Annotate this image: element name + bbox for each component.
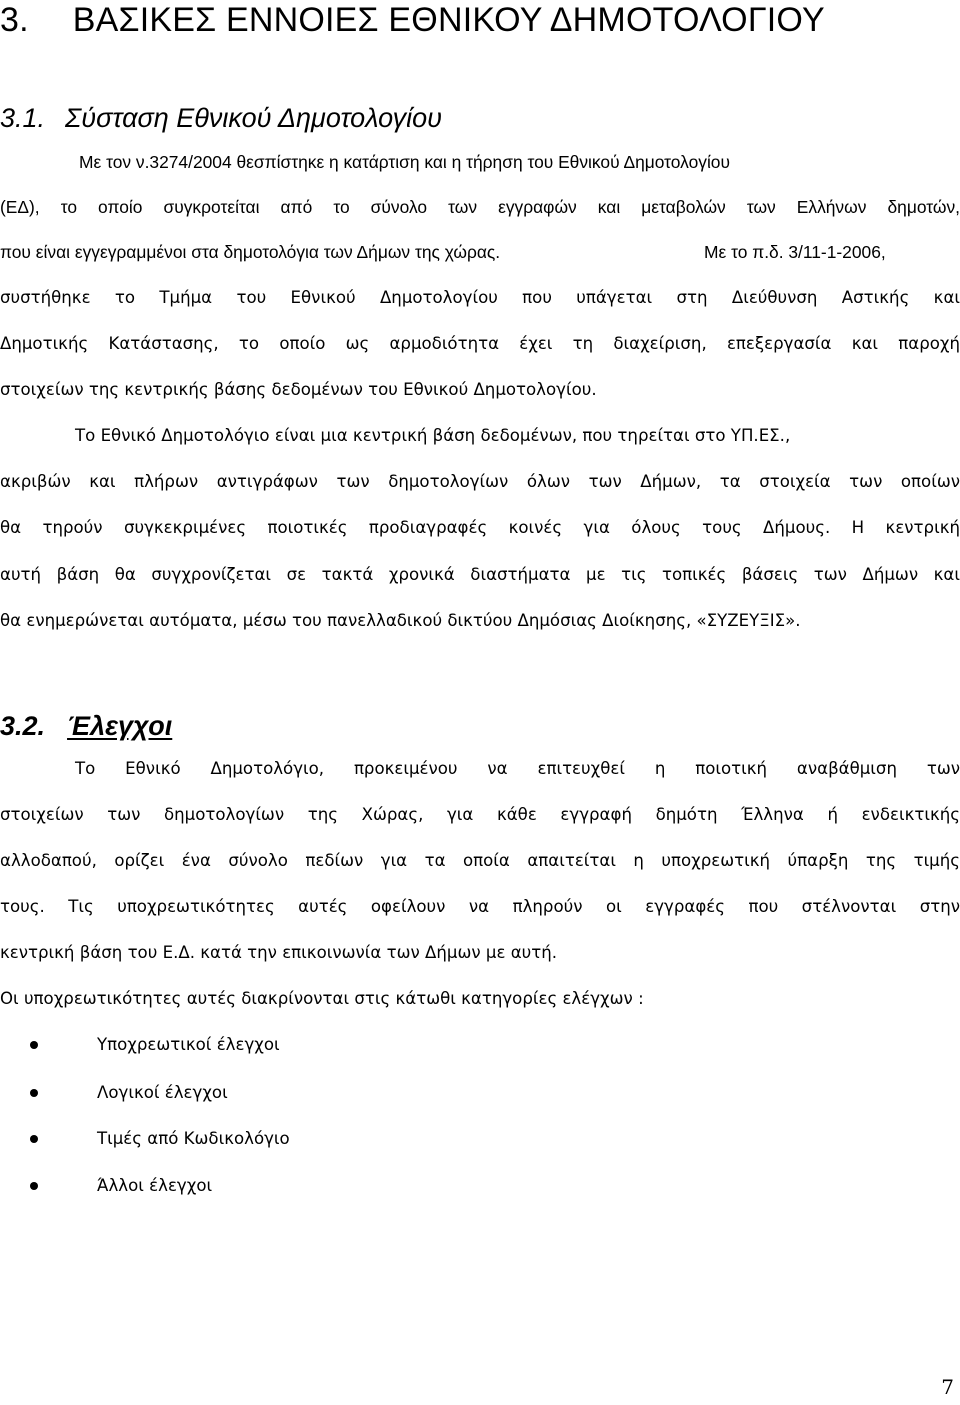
paragraph-line: κεντρική βάση του Ε.Δ. κατά την επικοινωνία των Δήμων με αυτή. [0, 943, 558, 962]
bullet-icon [30, 1089, 38, 1097]
section-3-1-number: 3.1. [0, 103, 46, 133]
section-3-1-title: Σύσταση Εθνικού Δημοτολογίου [65, 103, 442, 133]
chapter-title: ΒΑΣΙΚΕΣ ΕΝΝΟΙΕΣ ΕΘΝΙΚΟΥ ΔΗΜΟΤΟΛΟΓΙΟΥ [72, 1, 825, 39]
paragraph-line: θα τηρούν συγκεκριμένες ποιοτικές προδιαγραφές κοινές για όλους τους Δήμους. Η κεντρική [0, 518, 960, 537]
section-3-1-heading [0, 101, 442, 135]
paragraph-line: (ΕΔ), το οποίο συγκροτείται από το σύνολο των εγγραφών και μεταβολών των Ελλήνων δημοτών, [0, 197, 960, 217]
list-item: Τιμές από Κωδικολόγιο [97, 1129, 290, 1148]
paragraph-line: Με το π.δ. 3/11-1-2006, [704, 242, 886, 262]
bullet-icon [30, 1135, 38, 1143]
paragraph-line: Το Εθνικό Δημοτολόγιο είναι μια κεντρική βάση δεδομένων, που τηρείται στο ΥΠ.ΕΣ., [75, 426, 791, 445]
section-3-2-title: Έλεγχοι [67, 711, 173, 741]
paragraph-line: Με τον ν.3274/2004 θεσπίστηκε η κατάρτιση και η τήρηση του Εθνικού Δημοτολογίου [79, 152, 730, 172]
paragraph-line: στοιχείων των δημοτολογίων της Χώρας, για κάθε εγγραφή δημότη Έλληνα ή ενδεικτικής [0, 805, 960, 824]
section-3-2-heading [0, 709, 172, 743]
paragraph-line: αλλοδαπού, ορίζει ένα σύνολο πεδίων για τα οποία απαιτείται η υποχρεωτική ύπαρξη της τιμής [0, 851, 960, 870]
bullet-icon [30, 1041, 38, 1049]
list-item: Υποχρεωτικοί έλεγχοι [97, 1035, 280, 1054]
section-3-2-number: 3.2. [0, 711, 46, 741]
paragraph-line: ακριβών και πλήρων αντιγράφων των δημοτολογίων όλων των Δήμων, τα στοιχεία των οποίων [0, 472, 960, 491]
bullet-icon [30, 1182, 38, 1190]
paragraph-line: αυτή βάση θα συγχρονίζεται σε τακτά χρονικά διαστήματα με τις τοπικές βάσεις των Δήμων και [0, 565, 960, 584]
paragraph-line: Οι υποχρεωτικότητες αυτές διακρίνονται στις κάτωθι κατηγορίες ελέγχων : [0, 989, 644, 1008]
list-item: Λογικοί έλεγχοι [97, 1083, 228, 1102]
paragraph-line: θα ενημερώνεται αυτόματα, μέσω του πανελλαδικού δικτύου Δημόσιας Διοίκησης, «ΣΥΖΕΥΞΙΣ». [0, 611, 801, 630]
paragraph-line: συστήθηκε το Τμήμα του Εθνικού Δημοτολογίου που υπάγεται στη Διεύθυνση Αστικής και [0, 288, 960, 307]
chapter-heading [0, 0, 825, 40]
paragraph-line: Το Εθνικό Δημοτολόγιο, προκειμένου να επιτευχθεί η ποιοτική αναβάθμιση των [75, 759, 960, 778]
paragraph-line: Δημοτικής Κατάστασης, το οποίο ως αρμοδιότητα έχει τη διαχείριση, επεξεργασία και παροχή [0, 334, 960, 353]
paragraph-line: στοιχείων της κεντρικής βάσης δεδομένων του Εθνικού Δημοτολογίου. [0, 380, 597, 399]
page-number: 7 [941, 1375, 954, 1399]
chapter-number: 3. [0, 1, 29, 39]
paragraph-line: που είναι εγγεγραμμένοι στα δημοτολόγια των Δήμων της χώρας. [0, 242, 501, 262]
list-item: Άλλοι έλεγχοι [97, 1176, 213, 1195]
paragraph-line: τους. Τις υποχρεωτικότητες αυτές οφείλουν να πληρούν οι εγγραφές που στέλνονται στην [0, 897, 960, 916]
